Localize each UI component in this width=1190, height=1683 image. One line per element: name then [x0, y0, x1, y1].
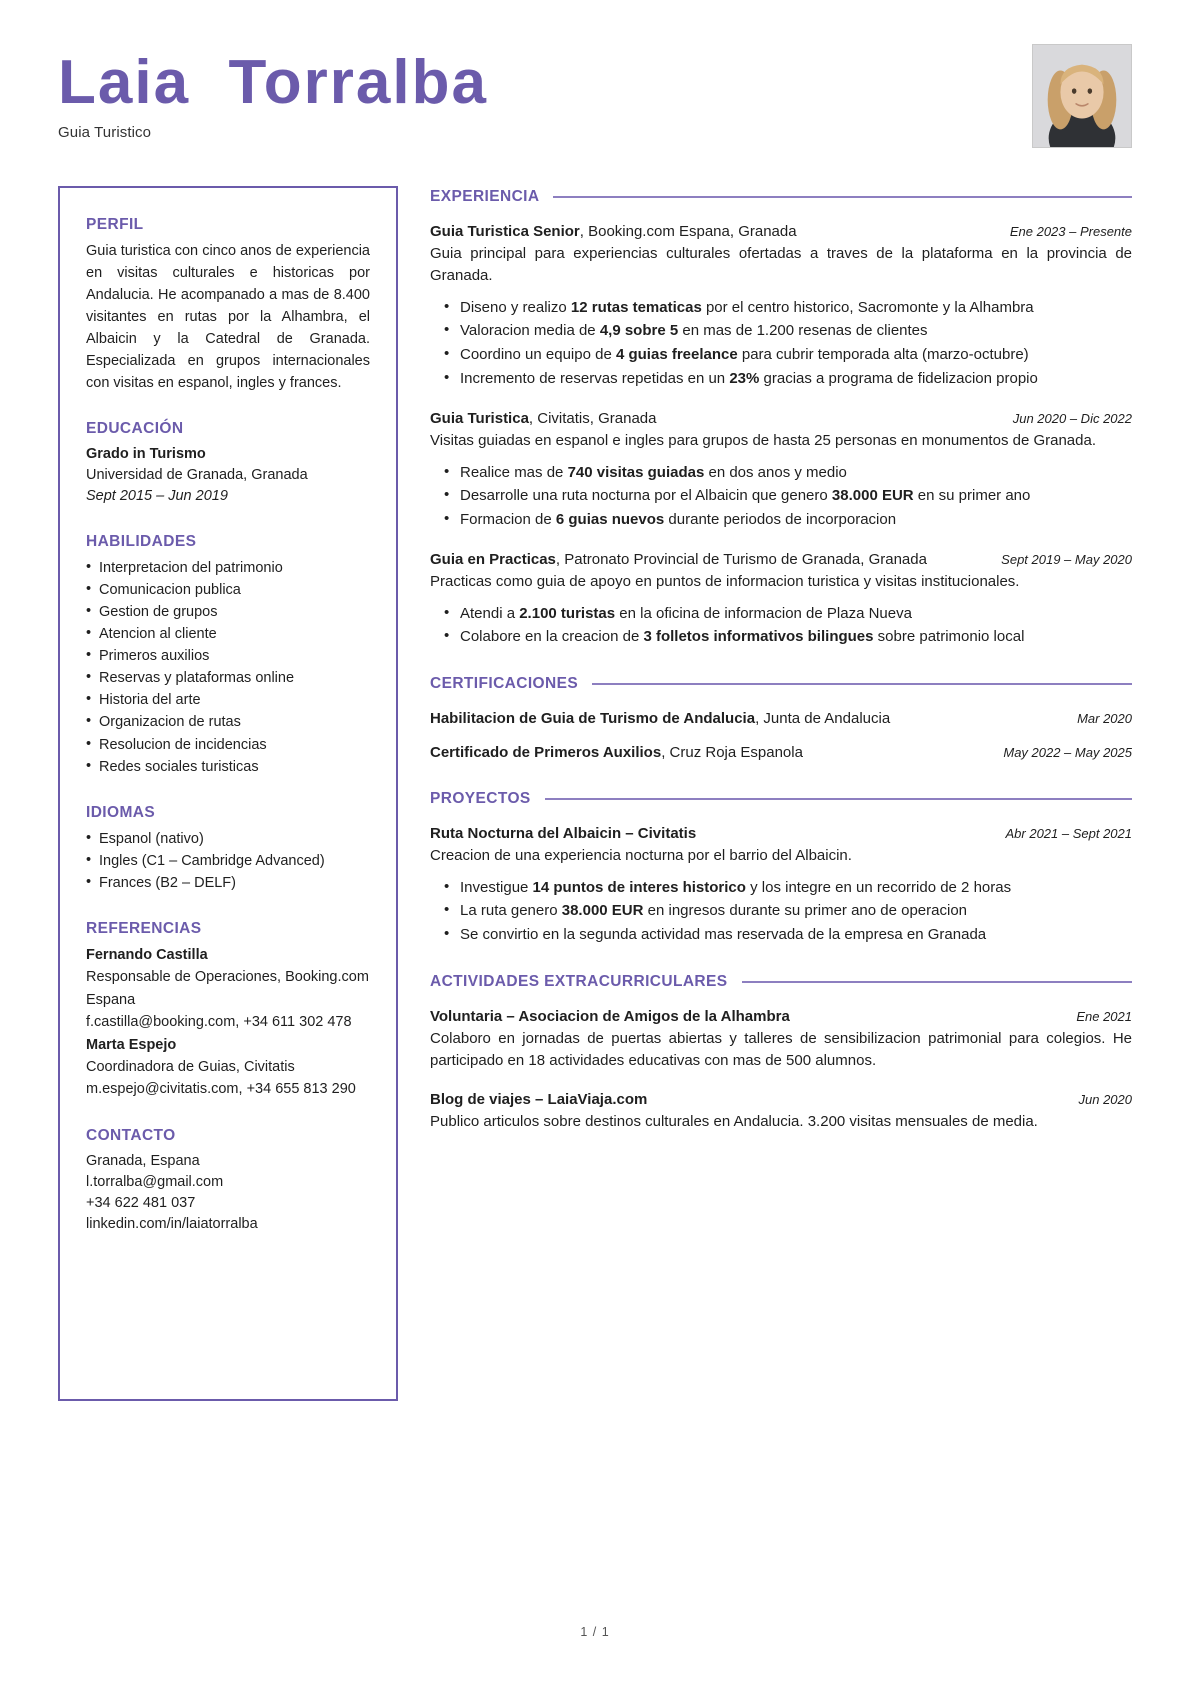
- entry-bullet: • Colabore en la creacion de 3 folletos informativos bilingues sobre patrimonio local: [430, 625, 1132, 649]
- skill-item: • Reservas y plataformas online: [86, 667, 370, 689]
- entry-role: Ruta Nocturna del Albaicin – Civitatis: [430, 824, 697, 842]
- sidebar: [58, 186, 398, 1401]
- entry-title: [430, 742, 985, 763]
- skill-item: • Organizacion de rutas: [86, 711, 370, 733]
- reference-role: Responsable de Operaciones, Booking.com Espana: [86, 969, 369, 1008]
- entry-date: Mar 2020: [1077, 711, 1132, 727]
- skill-item: • Interpretacion del patrimonio: [86, 557, 370, 579]
- bullet-highlight: 38.000 EUR: [831, 487, 914, 505]
- entry-role: Guia Turistica Senior: [430, 223, 580, 240]
- section-header-certificaciones: [430, 675, 1132, 693]
- entry-description: Publico articulos sobre destinos culturales en Andalucia. 3.200 visitas mensuales de media.: [430, 1112, 1038, 1130]
- entry-description: Creacion de una experiencia nocturna por el barrio del Albaicin.: [430, 846, 852, 864]
- bullet-highlight: 38.000 EUR: [561, 902, 644, 920]
- section-extracurriculares: [430, 973, 1132, 1133]
- bullet-highlight: 2.100 turistas: [519, 604, 616, 622]
- sidebar-heading-referencias: REFERENCIAS: [86, 919, 202, 937]
- bullet-highlight: 3 folletos informativos bilingues: [643, 628, 874, 646]
- sidebar-section-educacion: [86, 420, 370, 507]
- entry-header: [430, 742, 1132, 763]
- entry-date: Jun 2020: [1078, 1091, 1132, 1107]
- bullet-highlight: 23%: [729, 369, 760, 387]
- entry-bullet: • Incremento de reservas repetidas en un 23% gracias a programa de fidelizacion propio: [430, 367, 1132, 391]
- header-text-block: [58, 44, 488, 141]
- reference-contact[interactable]: m.espejo@civitatis.com, +34 655 813 290: [86, 1081, 356, 1098]
- sidebar-section-habilidades: [86, 533, 370, 777]
- section-header-extracurriculares: [430, 973, 1132, 991]
- language-item: • Espanol (nativo): [86, 828, 370, 850]
- section-rule: [553, 196, 1132, 198]
- entry-date: Ene 2021: [1076, 1008, 1132, 1024]
- entry-bullet: • La ruta genero 38.000 EUR en ingresos durante su primer ano de operacion: [430, 899, 1132, 923]
- page-footer: [0, 1625, 1190, 1639]
- entry-title: [430, 221, 992, 242]
- entry-description: Visitas guiadas en espanol e ingles para grupos de hasta 25 personas en monumentos de Granada.: [430, 431, 1097, 449]
- bullet-highlight: 12 rutas tematicas: [570, 298, 702, 316]
- section-title-experiencia: EXPERIENCIA: [430, 188, 540, 205]
- skill-item: • Gestion de grupos: [86, 601, 370, 623]
- entry-title: [430, 408, 995, 429]
- language-item: • Frances (B2 – DELF): [86, 872, 370, 894]
- sidebar-heading-perfil: PERFIL: [86, 216, 144, 233]
- entry-description: Colaboro en jornadas de puertas abiertas y talleres de sensibilizacion patrimonial para colegios. He participado en 18 actividades educativas con mas de 500 alumnos.: [430, 1030, 1132, 1069]
- entry-bullet: • Coordino un equipo de 4 guias freelance para cubrir temporada alta (marzo-octubre): [430, 343, 1132, 367]
- skill-item: • Primeros auxilios: [86, 645, 370, 667]
- contact-phone[interactable]: +34 622 481 037: [86, 1194, 196, 1211]
- skill-item: • Resolucion de incidencias: [86, 734, 370, 756]
- reference-role: Coordinadora de Guias, Civitatis: [86, 1059, 295, 1076]
- entry-header: [430, 1089, 1132, 1110]
- entry-bullet: • Diseno y realizo 12 rutas tematicas por el centro historico, Sacromonte y la Alhambra: [430, 296, 1132, 320]
- entry-role: Guia en Practicas: [430, 550, 556, 568]
- entry-role: Certificado de Primeros Auxilios: [430, 744, 662, 762]
- education-school: Universidad de Granada, Granada: [86, 467, 308, 484]
- sidebar-section-referencias: [86, 920, 370, 1101]
- contact-linkedin[interactable]: linkedin.com/in/laiatorralba: [86, 1216, 258, 1232]
- entry-header: [430, 1006, 1132, 1027]
- bullet-highlight: 4 guias freelance: [615, 346, 738, 364]
- page-number: 1 / 1: [580, 1625, 610, 1639]
- section-rule: [592, 683, 1132, 685]
- sidebar-section-idiomas: [86, 804, 370, 894]
- section-header-proyectos: [430, 790, 1132, 808]
- entry-company: , Patronato Provincial de Turismo de Granada, Granada: [555, 550, 927, 568]
- sidebar-heading-habilidades: HABILIDADES: [86, 533, 197, 551]
- entry-company: , Junta de Andalucia: [755, 710, 891, 728]
- entry-bullet: • Se convirtio en la segunda actividad mas reservada de la empresa en Granada: [430, 923, 1132, 947]
- entry-date: May 2022 – May 2025: [1003, 745, 1132, 761]
- language-item: • Ingles (C1 – Cambridge Advanced): [86, 850, 370, 872]
- sidebar-section-perfil: [86, 216, 370, 394]
- languages-list: [86, 828, 370, 894]
- entry-date: Sept 2019 – May 2020: [1001, 551, 1132, 567]
- experience-entry: [430, 1089, 1132, 1133]
- resume-columns: [58, 186, 1132, 1401]
- experience-entry: [430, 549, 1132, 649]
- certificaciones-entries: [430, 708, 1132, 764]
- entry-company: , Booking.com Espana, Granada: [579, 223, 797, 240]
- entry-bullet-list: [430, 296, 1132, 391]
- entry-company: , Civitatis, Granada: [528, 409, 657, 427]
- contact-email[interactable]: l.torralba@gmail.com: [86, 1173, 224, 1190]
- education-dates: Sept 2015 – Jun 2019: [86, 488, 228, 505]
- entry-date: Ene 2023 – Presente: [1009, 224, 1132, 239]
- entry-title: [430, 1089, 1061, 1110]
- entry-bullet-list: [430, 602, 1132, 649]
- entry-role: Habilitacion de Guia de Turismo de Andalucia: [430, 710, 756, 728]
- job-title: Guia Turistico: [58, 124, 152, 141]
- entry-date: Abr 2021 – Sept 2021: [1005, 825, 1132, 841]
- section-rule: [742, 981, 1132, 983]
- entry-bullet-list: [430, 461, 1132, 532]
- portrait-photo-icon: [1033, 45, 1131, 147]
- bullet-highlight: 6 guias nuevos: [555, 510, 665, 528]
- entry-header: [430, 221, 1132, 242]
- sidebar-heading-contacto: CONTACTO: [86, 1126, 176, 1144]
- section-title-certificaciones: CERTIFICACIONES: [430, 675, 579, 693]
- entry-description: Guia principal para experiencias culturales ofertadas a traves de la plataforma en la provincia de Granada.: [430, 245, 1132, 285]
- entry-role: Voluntaria – Asociacion de Amigos de la Alhambra: [430, 1007, 790, 1025]
- section-title-proyectos: PROYECTOS: [430, 789, 531, 807]
- sidebar-heading-idiomas: IDIOMAS: [86, 803, 156, 821]
- skill-item: • Comunicacion publica: [86, 579, 370, 601]
- reference-contact[interactable]: f.castilla@booking.com, +34 611 302 478: [86, 1014, 352, 1031]
- proyectos-entries: [430, 823, 1132, 947]
- references-list: [86, 944, 370, 1101]
- skill-item: • Atencion al cliente: [86, 623, 370, 645]
- extracurriculares-entries: [430, 1006, 1132, 1133]
- experience-entry: [430, 408, 1132, 532]
- entry-company: , Cruz Roja Espanola: [661, 744, 803, 762]
- entry-bullet: • Realice mas de 740 visitas guiadas en dos anos y medio: [430, 461, 1132, 485]
- entry-title: [430, 708, 1059, 729]
- main-content: [398, 186, 1132, 1159]
- profile-text: Guia turistica con cinco anos de experiencia en visitas culturales e historicas por Andalucia. He acompanado a mas de 8.400 visitantes en rutas por la Alhambra, el Albaicin y la Catedral de Granada. Especializada en grupos internacionales con visitas en espanol, ingles y frances.: [86, 243, 370, 392]
- entry-header: [430, 708, 1132, 729]
- bullet-highlight: 740 visitas guiadas: [567, 463, 705, 481]
- section-header-experiencia: [430, 188, 1132, 206]
- skills-list: [86, 557, 370, 777]
- entry-title: [430, 549, 983, 570]
- entry-header: [430, 823, 1132, 844]
- resume-header: [58, 44, 1132, 162]
- entry-bullet: • Investigue 14 puntos de interes historico y los integre en un recorrido de 2 horas: [430, 876, 1132, 900]
- experience-entry: [430, 221, 1132, 391]
- experience-entry: [430, 823, 1132, 947]
- entry-header: [430, 408, 1132, 429]
- entry-bullet: • Atendi a 2.100 turistas en la oficina de informacion de Plaza Nueva: [430, 602, 1132, 626]
- entry-bullet-list: [430, 876, 1132, 947]
- entry-description: Practicas como guia de apoyo en puntos de informacion turistica y visitas institucionales.: [430, 572, 1020, 590]
- education-degree: Grado in Turismo: [86, 446, 206, 463]
- sidebar-heading-educacion: EDUCACIÓN: [86, 420, 184, 438]
- entry-date: Jun 2020 – Dic 2022: [1012, 410, 1132, 426]
- page-title: Laia Torralba: [58, 48, 488, 117]
- entry-header: [430, 549, 1132, 570]
- section-rule: [545, 798, 1132, 800]
- skill-item: • Historia del arte: [86, 689, 370, 711]
- section-experiencia: [430, 188, 1132, 649]
- avatar: [1032, 44, 1132, 148]
- entry-bullet: • Formacion de 6 guias nuevos durante periodos de incorporacion: [430, 508, 1132, 532]
- entry-title: [430, 1006, 1058, 1027]
- experience-entry: [430, 1006, 1132, 1072]
- entry-bullet: • Valoracion media de 4,9 sobre 5 en mas de 1.200 resenas de clientes: [430, 319, 1132, 343]
- experience-entry: [430, 708, 1132, 729]
- entry-role: Guia Turistica: [430, 409, 529, 427]
- section-title-extracurriculares: ACTIVIDADES EXTRACURRICULARES: [430, 972, 728, 990]
- bullet-highlight: 4,9 sobre 5: [599, 322, 679, 340]
- entry-role: Blog de viajes – LaiaViaja.com: [430, 1090, 648, 1108]
- experience-entry: [430, 742, 1132, 763]
- experiencia-entries: [430, 221, 1132, 649]
- entry-bullet: • Desarrolle una ruta nocturna por el Albaicin que genero 38.000 EUR en su primer ano: [430, 484, 1132, 508]
- section-proyectos: [430, 790, 1132, 947]
- reference-name: Marta Espejo: [86, 1036, 177, 1053]
- contact-location: Granada, Espana: [86, 1152, 200, 1169]
- bullet-highlight: 14 puntos de interes historico: [532, 878, 746, 896]
- skill-item: • Redes sociales turisticas: [86, 756, 370, 778]
- sidebar-section-contacto: [86, 1127, 370, 1235]
- entry-title: [430, 823, 988, 844]
- reference-name: Fernando Castilla: [86, 946, 208, 963]
- section-certificaciones: [430, 675, 1132, 764]
